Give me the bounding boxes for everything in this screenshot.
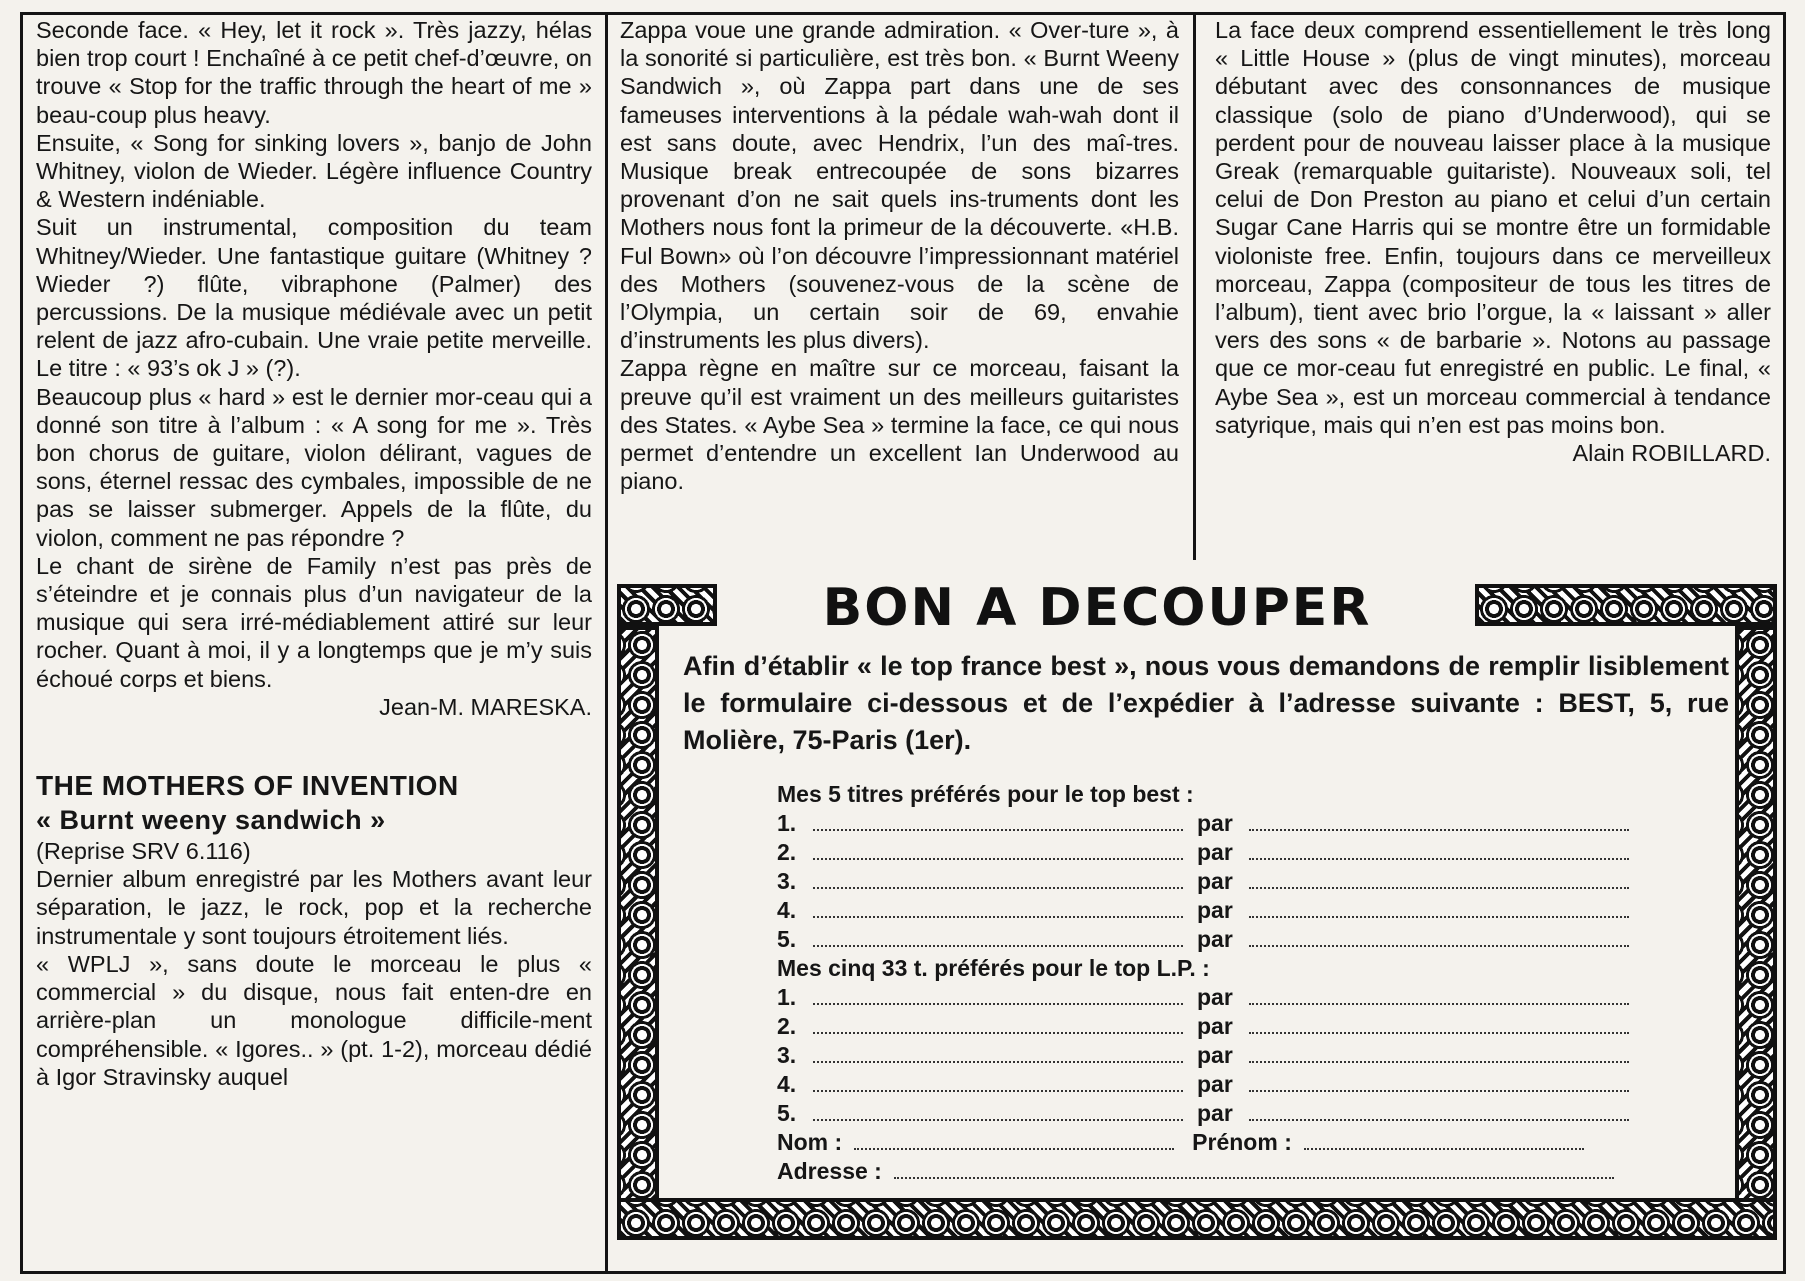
paragraph: Zappa voue une grande admiration. « Over-ture », à la sonorité si particulière, est très bon. « Burnt Weeny Sandwich », où Zappa part dans une de ses fameuses interventions à la pédale wah-wah dont il est sans doute, avec Hendrix, l’un des maî-tres. Musique break entrecoupée de sons bizarres provenant d’on ne sait quels ins-truments dont les Mothers nous font la primeur de la découverte. «H.B. Ful Bown» où l’on découvre l’impressionnant matériel des Mothers (souvenez-vous de la scène de l’Olympia, un certain soir de 69, envahie d’instruments les plus divers). [620,17,1179,354]
artist-field[interactable] [1249,1105,1629,1121]
artist-field[interactable] [1249,931,1629,947]
column-rule-2 [1193,12,1196,560]
record-label: (Reprise SRV 6.116) [36,838,251,865]
title-field[interactable] [813,902,1183,918]
paragraph: Suit un instrumental, composition du team Whitney/Wieder. Une fantastique guitare (Whitney ? Wieder ?) flûte, vibraphone (Palmer) des percussions. De la musique médiévale avec un petit relent de jazz afro-cubain. Une vraie petite merveille. Le titre : « 93’s ok J » (?). [36,214,592,382]
column-2 [620,16,1179,495]
paragraph: Ensuite, « Song for sinking lovers », banjo de John Whitney, violon de Wieder. Légère influence Country & Western indéniable. [36,129,592,213]
form-row[interactable]: 2. par [777,1012,1637,1041]
form-row[interactable]: 3. par [777,1041,1637,1070]
album-field[interactable] [813,989,1183,1005]
column-rule-1 [605,12,608,1274]
paragraph: Dernier album enregistré par les Mothers avant leur séparation, le jazz, le rock, pop et la recherche instrumentale y sont toujours étroitement liés. [36,866,592,949]
column-1 [36,16,592,1091]
prenom-field[interactable] [1304,1134,1584,1150]
form-row[interactable]: 2. par [777,838,1637,867]
album-field[interactable] [813,1076,1183,1092]
section-top-lp-title: Mes cinq 33 t. préférés pour le top L.P. : [777,955,1210,981]
paragraph: Le chant de sirène de Family n’est pas près de s’éteindre et je connais plus d’un navigateur de la musique qui sera irré-médiablement attiré sur leur rocher. Quant à moi, il y a longtemps que je m’y suis échoué corps et biens. [36,552,592,692]
nom-field[interactable] [854,1134,1174,1150]
adresse-field[interactable] [894,1163,1614,1179]
form-row[interactable]: 1. par [777,983,1637,1012]
form-row[interactable]: 4. par [777,1070,1637,1099]
album-field[interactable] [813,1047,1183,1063]
celtic-border-right [1735,626,1777,1216]
title-field[interactable] [813,844,1183,860]
signature: Alain ROBILLARD. [1572,440,1771,467]
paragraph: Seconde face. « Hey, let it rock ». Très jazzy, hélas bien trop court ! Enchaîné à ce petit chef-d’œuvre, on trouve « Stop for the traffic through the heart of me » beau-coup plus heavy. [36,17,592,128]
address-row [777,1157,1637,1186]
form-row[interactable]: 3. par [777,867,1637,896]
artist-field[interactable] [1249,989,1629,1005]
album-field[interactable] [813,1105,1183,1121]
celtic-border-left [617,626,659,1216]
paragraph: Zappa règne en maître sur ce morceau, faisant la preuve qu’il est vraiment un des meilleurs guitaristes des States. « Aybe Sea » termine la face, ce qui nous permet d’entendre un excellent Ian Underwood au piano. [620,355,1179,495]
signature: Jean-M. MARESKA. [379,693,592,720]
artist-field[interactable] [1249,815,1629,831]
album-field[interactable] [813,1018,1183,1034]
entry-form [777,780,1637,1186]
celtic-border-top-right [1475,584,1777,626]
coupon-intro: Afin d’établir « le top france best », nous vous demandons de remplir lisiblement le formulaire ci-dessous et de l’expédier à l’adresse suivante : BEST, 5, rue Molière, 75-Paris (1er). [683,651,1729,755]
paragraph: Beaucoup plus « hard » est le dernier mor-ceau qui a donné son titre à l’album : « A song for me ». Très bon chorus de guitare, violon délirant, vagues de sons, éternel ressac des cymbales, impossible de ne pas se laisser submerger. Appels de la flûte, du violon, comment ne pas répondre ? [36,383,592,551]
title-field[interactable] [813,873,1183,889]
paragraph: « WPLJ », sans doute le morceau le plus « commercial » du disque, nous fait enten-dre en arrière-plan un monologue difficile-ment compréhensible. « Igores.. » (pt. 1-2), morceau dédié à Igor Stravinsky auquel [36,950,592,1090]
review-title: THE MOTHERS OF INVENTION [36,770,459,802]
celtic-border-bottom [617,1198,1777,1240]
prenom-label: Prénom : [1192,1129,1292,1155]
column-3 [1215,16,1771,467]
section-top-best-title: Mes 5 titres préférés pour le top best : [777,781,1194,807]
title-field[interactable] [813,815,1183,831]
form-row[interactable]: 1. par [777,809,1637,838]
title-field[interactable] [813,931,1183,947]
coupon-box [617,580,1777,1260]
nom-label: Nom : [777,1129,843,1155]
album-title: « Burnt weeny sandwich » [36,805,386,836]
artist-field[interactable] [1249,1076,1629,1092]
form-row[interactable]: 4. par [777,896,1637,925]
form-row[interactable]: 5. par [777,1099,1637,1128]
adresse-label: Adresse : [777,1158,882,1184]
coupon-heading: BON A DECOUPER [822,578,1372,638]
artist-field[interactable] [1249,902,1629,918]
name-row [777,1128,1637,1157]
celtic-border-top-left [617,584,717,626]
artist-field[interactable] [1249,873,1629,889]
form-row[interactable]: 5. par [777,925,1637,954]
artist-field[interactable] [1249,1047,1629,1063]
paragraph: La face deux comprend essentiellement le très long « Little House » (plus de vingt minutes), morceau débutant avec des consonnances de musique classique (solo de piano d’Underwood), qui se perdent pour de nouveau laisser place à la musique Greak (remarquable guitariste). Nouveaux soli, tel celui de Don Preston au piano et celui d’un certain Sugar Cane Harris qui se montre être un formidable violoniste free. Enfin, toujours dans ce merveilleux morceau, Zappa (compositeur de tous les titres de l’album), tient avec brio l’orgue, la « laissant » aller vers des sons « de barbarie ». Notons au passage que ce mor-ceau fut enregistré en public. Le final, « Aybe Sea », est un morceau commercial à tendance satyrique, mais qui n’en est pas moins bon. [1215,17,1771,438]
artist-field[interactable] [1249,844,1629,860]
artist-field[interactable] [1249,1018,1629,1034]
